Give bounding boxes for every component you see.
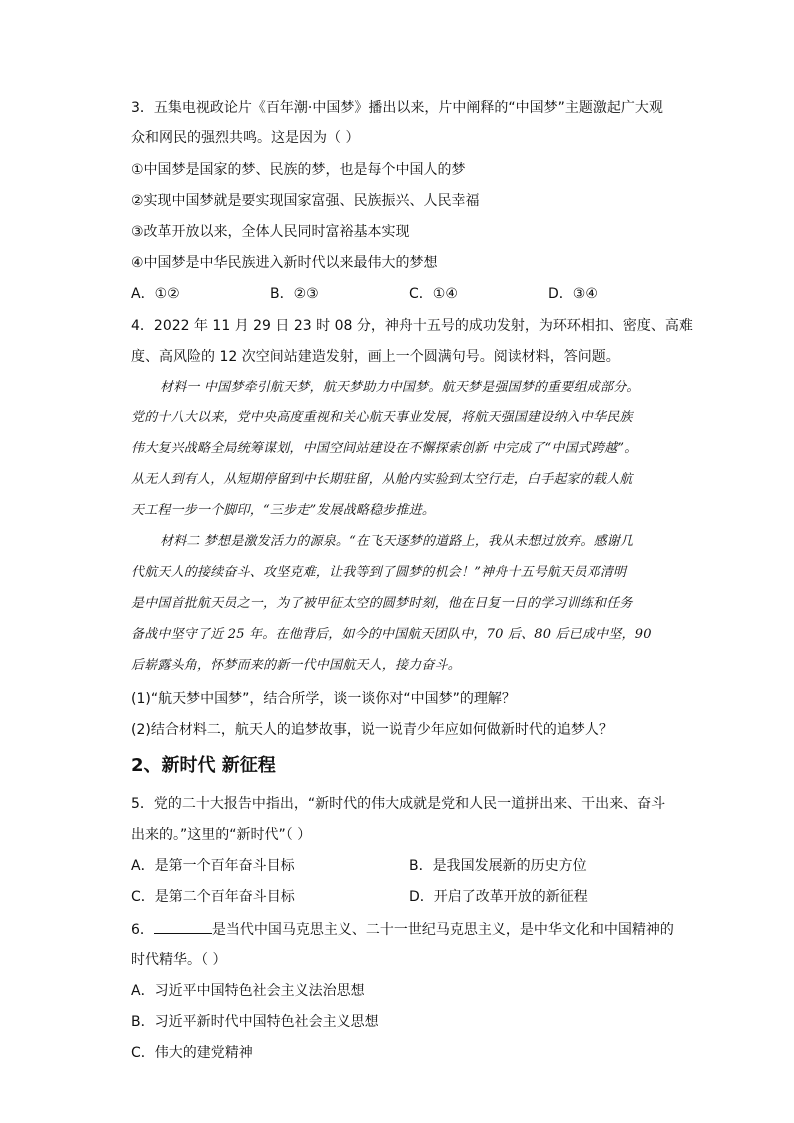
- q3-stem-line1: 3．五集电视政论片《百年潮·中国梦》播出以来，片中阐释的“中国梦”主题激起广大观: [131, 100, 663, 116]
- q4-subquestion-2: (2)结合材料二，航天人的追梦故事，说一说青少年应如何做新时代的追梦人？: [131, 722, 613, 738]
- material-2-line3: 是中国首批航天员之一，为了被甲征太空的圆梦时刻，他在日复一日的学习训练和任务: [131, 596, 633, 611]
- q5-option-b: B．是我国发展新的历史方位: [409, 858, 587, 874]
- q6-stem-text: 是当代中国马克思主义、二十一世纪马克思主义，是中华文化和中国精神的: [211, 922, 674, 938]
- q3-stem-line2: 众和网民的强烈共鸣。这是因为（ ）: [131, 130, 360, 146]
- q5-option-d: D．开启了改革开放的新征程: [409, 889, 588, 905]
- q3-statement-4: ④中国梦是中华民族进入新时代以来最伟大的梦想: [131, 255, 438, 271]
- material-1-line3: 伟大复兴战略全局统筹谋划，中国空间站建设在不懈探索创新 中完成了“中国式跨越”。: [131, 441, 638, 456]
- material-2-line4: 备战中坚守了近 25 年。在他背后，如今的中国航天团队中，70 后、80 后已成中坚，90: [131, 627, 652, 642]
- q6-option-b: B．习近平新时代中国特色社会主义思想: [131, 1014, 379, 1030]
- q4-subquestion-1: (1)“航天梦中国梦”，结合所学，谈一谈你对“中国梦”的理解？: [131, 691, 516, 707]
- q3-option-d: D．③④: [548, 286, 598, 302]
- section-heading: 2、新时代 新征程: [131, 755, 276, 776]
- q6-option-a: A．习近平中国特色社会主义法治思想: [131, 983, 365, 999]
- q6-stem-line2: 时代精华。（ ）: [131, 952, 227, 968]
- q6-option-c: C．伟大的建党精神: [131, 1045, 253, 1061]
- q3-option-c: C．①④: [409, 286, 458, 302]
- q5-stem-line1: 5．党的二十大报告中指出，“新时代的伟大成就是党和人民一道拼出来、干出来、奋斗: [131, 796, 666, 812]
- q5-stem-line2: 出来的。”这里的“新时代”（ ）: [131, 827, 312, 843]
- q6-stem-line1: [131, 919, 674, 940]
- q6-number: 6．: [131, 922, 154, 938]
- material-1-line2: 党的十八大以来，党中央高度重视和关心航天事业发展，将航天强国建设纳入中华民族: [131, 410, 633, 425]
- q4-stem-line1: 4．2022 年 11 月 29 日 23 时 08 分，神舟十五号的成功发射，为环环相扣、密度、高难: [131, 318, 693, 334]
- q5-option-a: A．是第一个百年奋斗目标: [131, 858, 295, 874]
- material-1-line5: 天工程一步一个脚印，“三步走”发展战略稳步推进。: [131, 503, 436, 518]
- material-2-line1: 材料二 梦想是激发活力的源泉。“在飞天逐梦的道路上，我从未想过放弃。感谢几: [160, 534, 634, 549]
- q5-option-c: C．是第二个百年奋斗目标: [131, 889, 295, 905]
- q3-statement-2: ②实现中国梦就是要实现国家富强、民族振兴、人民幸福: [131, 193, 480, 209]
- material-1-line4: 从无人到有人，从短期停留到中长期驻留，从舱内实验到太空行走，白手起家的载人航: [131, 472, 633, 487]
- material-2-line5: 后崭露头角，怀梦而来的新一代中国航天人，接力奋斗。: [131, 658, 462, 673]
- q3-statement-3: ③改革开放以来，全体人民同时富裕基本实现: [131, 224, 410, 240]
- q3-option-a: A．①②: [131, 286, 180, 302]
- q6-fill-blank: [154, 919, 212, 934]
- q3-option-b: B．②③: [270, 286, 319, 302]
- material-1-line1: 材料一 中国梦牵引航天梦，航天梦助力中国梦。航天梦是强国梦的重要组成部分。: [160, 380, 640, 395]
- q4-stem-line2: 度、高风险的 12 次空间站建造发射，画上一个圆满句号。阅读材料，答问题。: [131, 349, 620, 365]
- q3-statement-1: ①中国梦是国家的梦、民族的梦，也是每个中国人的梦: [131, 162, 466, 178]
- material-2-line2: 代航天人的接续奋斗、攻坚克难，让我等到了圆梦的机会！”神舟十五号航天员邓清明: [131, 565, 627, 580]
